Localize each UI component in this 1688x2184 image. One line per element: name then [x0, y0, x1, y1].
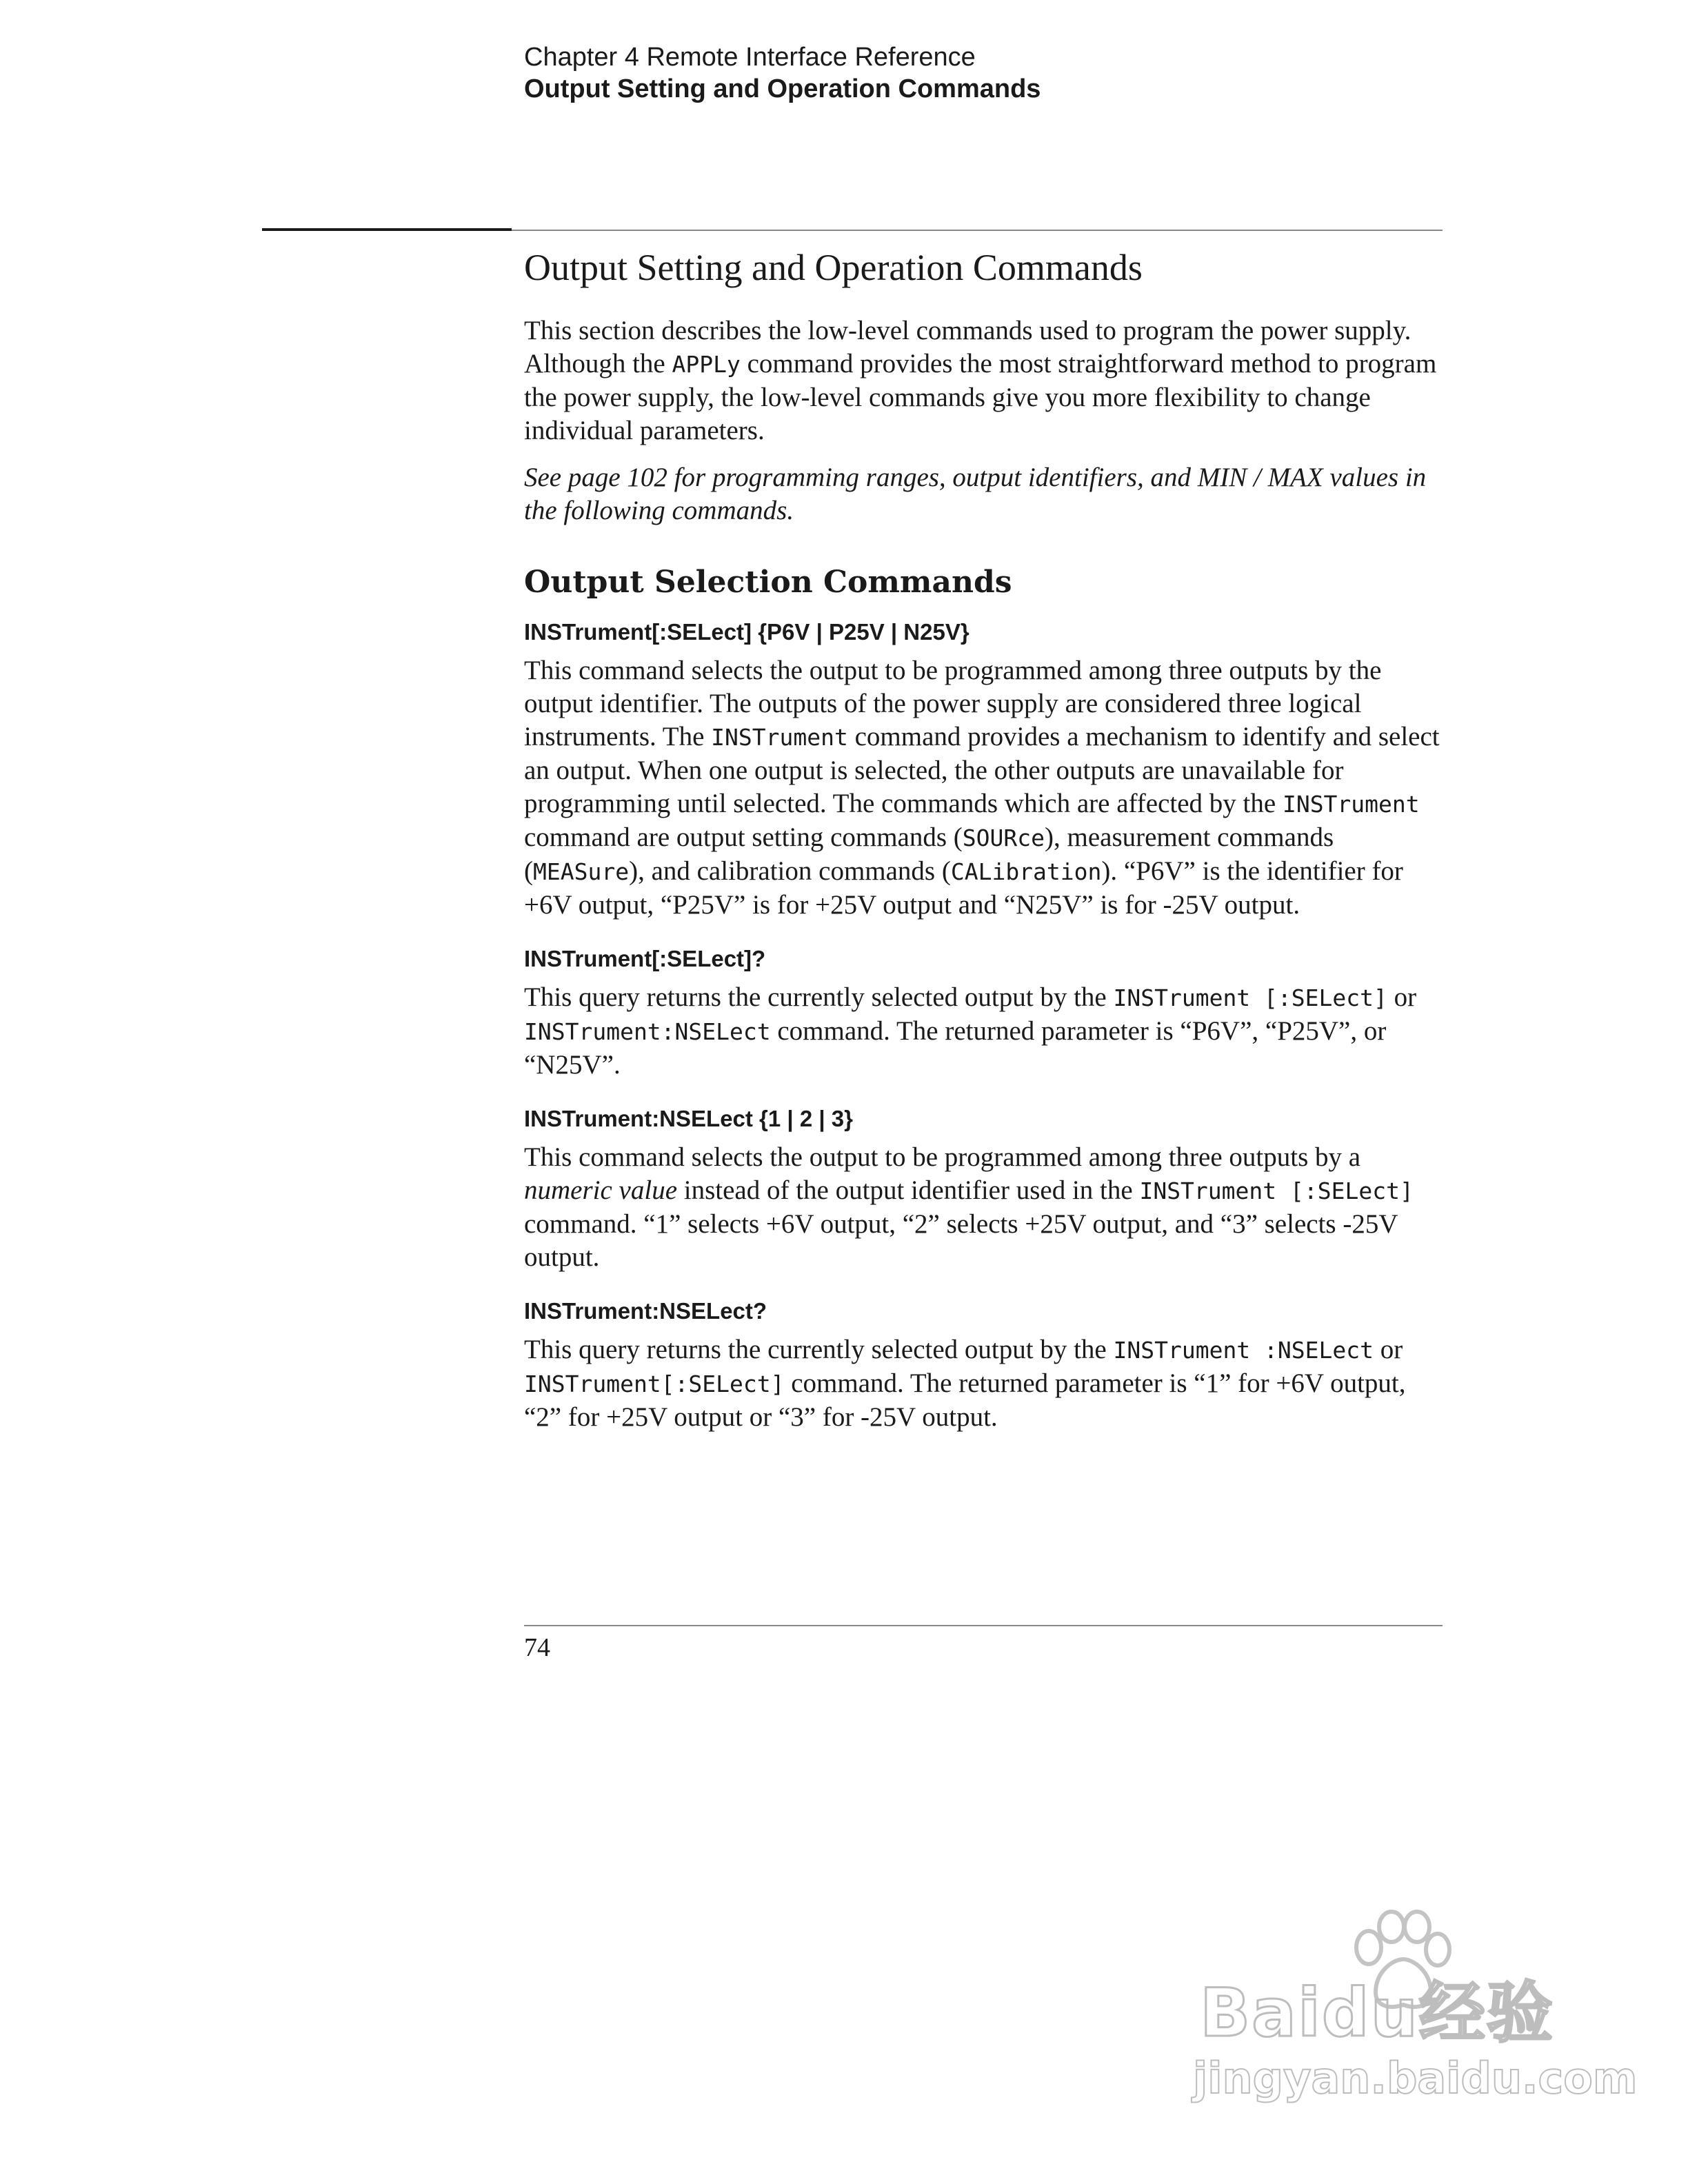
desc-code: INSTrument :NSELect: [1113, 1337, 1374, 1364]
desc-code: SOURce: [962, 825, 1045, 851]
desc-code: INSTrument [:SELect]: [1113, 984, 1387, 1011]
baidu-watermark: [1186, 1910, 1638, 2116]
main-content: [524, 245, 1441, 1434]
desc-text: or: [1387, 982, 1417, 1012]
command-heading-select: INSTrument[:SELect] {P6V | P25V | N25V}: [524, 619, 969, 645]
command-desc-select: [524, 654, 1441, 922]
intro-text-2: command provides the most straightforward method to program the power supply, the low-level commands give you more flexibility to change individual parameters.: [524, 349, 1437, 445]
command-desc-nselect: [524, 1141, 1441, 1274]
desc-text: instead of the output identifier used in the: [677, 1175, 1140, 1205]
desc-code: INSTrument [:SELect]: [1139, 1177, 1414, 1204]
desc-text: command. “1” selects +6V output, “2” selects +25V output, and “3” selects -25V output.: [524, 1209, 1398, 1272]
desc-code: INSTrument: [711, 724, 848, 751]
desc-code: INSTrument[:SELect]: [524, 1371, 785, 1397]
intro-text-1: This section describes the low-level commands used to program the power supply. Although the: [524, 316, 1411, 378]
section-rule: [512, 230, 1443, 231]
footer-rule: [524, 1625, 1443, 1626]
watermark-url: jingyan.baidu.com: [1193, 2053, 1638, 2103]
page-number: 74: [524, 1633, 550, 1662]
desc-text: ), measurement commands (: [524, 822, 1334, 886]
intro-paragraph: [524, 314, 1441, 447]
header-section: Output Setting and Operation Commands: [524, 74, 1041, 103]
desc-text: command. The returned parameter is “1” for +6V output, “2” for +25V output or “3” for -25V output.: [524, 1368, 1406, 1432]
intro-code-apply: APPLy: [672, 351, 741, 378]
desc-text: This command selects the output to be programmed among three outputs by a: [524, 1142, 1361, 1172]
subsection-title: Output Selection Commands: [524, 565, 1012, 600]
header-chapter: Chapter 4 Remote Interface Reference: [524, 43, 976, 72]
command-heading-select-query: INSTrument[:SELect]?: [524, 946, 766, 971]
running-header: [524, 41, 1041, 105]
page-title: Output Setting and Operation Commands: [524, 247, 1143, 288]
desc-code: CALibration: [950, 858, 1102, 885]
watermark-brand: Baidu经验: [1200, 1974, 1554, 2052]
desc-code: INSTrument: [1282, 791, 1420, 818]
command-heading-nselect-query: INSTrument:NSELect?: [524, 1298, 767, 1324]
command-desc-select-query: [524, 981, 1441, 1082]
desc-text: This query returns the currently selected output by the: [524, 1335, 1114, 1364]
command-heading-nselect: INSTrument:NSELect {1 | 2 | 3}: [524, 1106, 853, 1131]
desc-text: command. The returned parameter is “P6V”, “P25V”, or “N25V”.: [524, 1016, 1387, 1080]
desc-code: INSTrument:NSELect: [524, 1018, 771, 1045]
desc-text: ). “P6V” is the identifier for +6V output, “P25V” is for +25V output and “N25V” is for -25V output.: [524, 856, 1403, 920]
desc-text: command provides a mechanism to identify and select an output. When one output is selected, the other outputs are unavailable for programming until selected. The commands which are affected by the: [524, 722, 1440, 818]
intro-note: See page 102 for programming ranges, output identifiers, and MIN / MAX values in the following commands.: [524, 463, 1427, 525]
section-rule-left: [262, 228, 512, 231]
command-desc-nselect-query: [524, 1333, 1441, 1434]
desc-text: or: [1374, 1335, 1403, 1364]
desc-text: ), and calibration commands (: [629, 856, 951, 886]
desc-text: This query returns the currently selected output by the: [524, 982, 1114, 1012]
desc-text: This command selects the output to be programmed among three outputs by the output identifier. The outputs of the power supply are considered three logical instruments. The: [524, 656, 1382, 751]
desc-code: MEASure: [533, 858, 630, 885]
desc-text: command are output setting commands (: [524, 822, 963, 852]
desc-emphasis: numeric value: [524, 1175, 678, 1205]
